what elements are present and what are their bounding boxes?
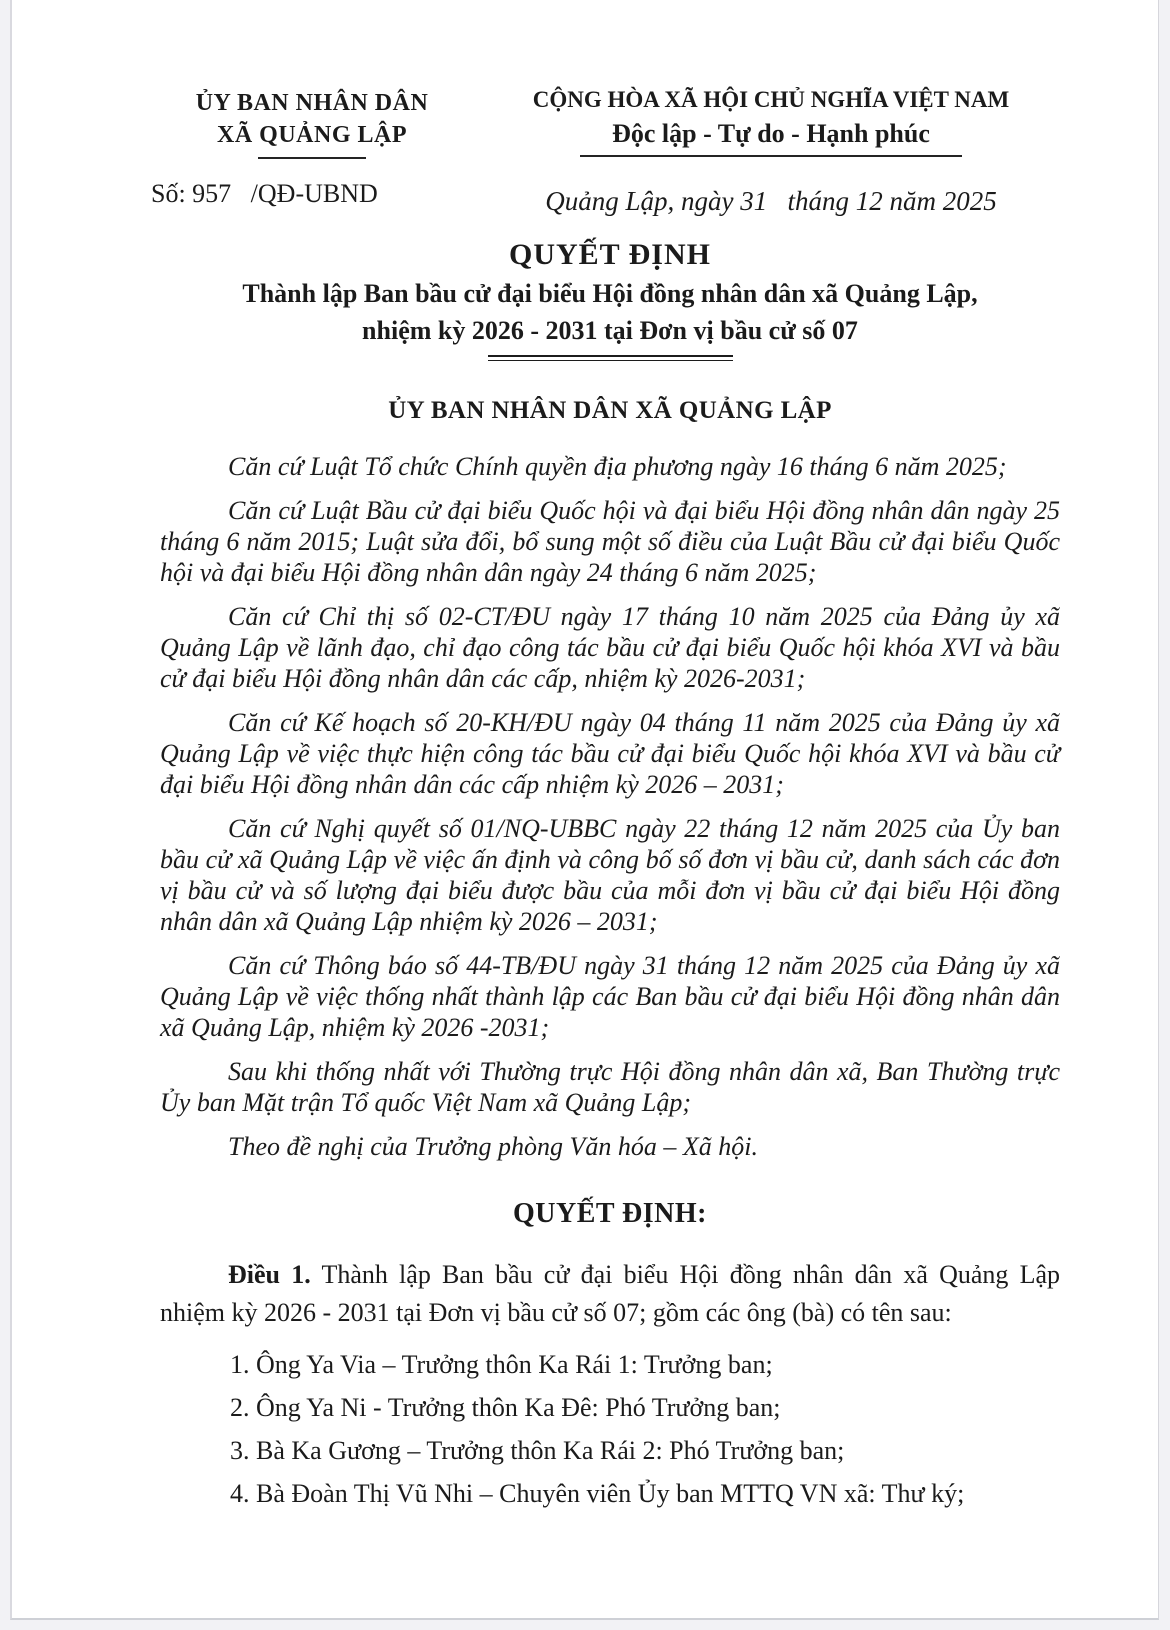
national-header-block [480, 84, 1062, 157]
member-list-item: 4. Bà Đoàn Thị Vũ Nhi – Chuyên viên Ủy ban MTTQ VN xã: Thư ký; [230, 1479, 965, 1508]
document-page [10, 0, 1159, 1620]
article-1-paragraph [160, 1256, 1060, 1332]
national-motto: Độc lập - Tự do - Hạnh phúc [612, 119, 930, 148]
issuing-agency-line2: XÃ QUẢNG LẬP [217, 122, 407, 148]
issuer-heading: ỦY BAN NHÂN DÂN XÃ QUẢNG LẬP [388, 397, 832, 424]
article-1-text: Thành lập Ban bầu cử đại biểu Hội đồng nhân dân xã Quảng Lập nhiệm kỳ 2026 - 2031 tại Đơn vị bầu cử số 07; gồm các ông (bà) có tên sau: [160, 1260, 1061, 1327]
national-motto-underline [580, 155, 962, 157]
issuing-agency-underline [258, 157, 366, 159]
member-list-item: 1. Ông Ya Via – Trưởng thôn Ka Rái 1: Trưởng ban; [230, 1350, 773, 1379]
document-body [160, 238, 1060, 1509]
place-and-date: Quảng Lập, ngày 31 tháng 12 năm 2025 [545, 186, 997, 216]
preamble-paragraph: Căn cứ Chỉ thị số 02-CT/ĐU ngày 17 tháng 10 năm 2025 của Đảng ủy xã Quảng Lập về lãnh đạo, chỉ đạo công tác bầu cử đại biểu Quốc hội khóa XVI và bầu cử đại biểu Hội đồng nhân dân các cấp, nhiệm kỳ 2026-2031; [160, 602, 1060, 693]
document-title [160, 275, 1060, 349]
title-divider [488, 355, 733, 361]
preamble-paragraph: Theo đề nghị của Trưởng phòng Văn hóa – Xã hội. [228, 1132, 758, 1161]
issuing-agency-block [132, 87, 492, 159]
article-1-label: Điều 1. [228, 1260, 311, 1289]
member-list-item: 3. Bà Ka Gương – Trưởng thôn Ka Rái 2: Phó Trưởng ban; [230, 1436, 845, 1465]
document-kind-heading: QUYẾT ĐỊNH [509, 238, 711, 271]
preamble-paragraph: Căn cứ Luật Bầu cử đại biểu Quốc hội và đại biểu Hội đồng nhân dân ngày 25 tháng 6 năm 2015; Luật sửa đổi, bổ sung một số điều của Luật Bầu cử đại biểu Quốc hội và đại biểu Hội đồng nhân dân ngày 24 tháng 6 năm 2025; [160, 496, 1060, 587]
preamble-paragraph: Sau khi thống nhất với Thường trực Hội đồng nhân dân xã, Ban Thường trực Ủy ban Mặt trận Tổ quốc Việt Nam xã Quảng Lập; [160, 1057, 1060, 1117]
decision-heading: QUYẾT ĐỊNH: [512, 1198, 707, 1229]
national-title: CỘNG HÒA XÃ HỘI CHỦ NGHĨA VIỆT NAM [532, 87, 1010, 112]
document-title-line1: Thành lập Ban bầu cử đại biểu Hội đồng nhân dân xã Quảng Lập, [242, 279, 978, 308]
document-number: Số: 957 /QĐ-UBND [151, 179, 378, 208]
member-list-item: 2. Ông Ya Ni - Trưởng thôn Ka Đê: Phó Trưởng ban; [230, 1393, 781, 1422]
issuing-agency-line1: ỦY BAN NHÂN DÂN [195, 90, 429, 116]
document-title-line2: nhiệm kỳ 2026 - 2031 tại Đơn vị bầu cử số 07 [362, 316, 858, 345]
preamble-paragraph: Căn cứ Kế hoạch số 20-KH/ĐU ngày 04 tháng 11 năm 2025 của Đảng ủy xã Quảng Lập về việc thực hiện công tác bầu cử đại biểu Quốc hội khóa XVI và bầu cử đại biểu Hội đồng nhân dân các cấp nhiệm kỳ 2026 – 2031; [160, 708, 1060, 799]
preamble-paragraph: Căn cứ Nghị quyết số 01/NQ-UBBC ngày 22 tháng 12 năm 2025 của Ủy ban bầu cử xã Quảng Lập về việc ấn định và công bố số đơn vị bầu cử, danh sách các đơn vị bầu cử và số lượng đại biểu được bầu của mỗi đơn vị bầu cử đại biểu Hội đồng nhân dân xã Quảng Lập nhiệm kỳ 2026 – 2031; [160, 814, 1060, 936]
preamble-paragraph: Căn cứ Thông báo số 44-TB/ĐU ngày 31 tháng 12 năm 2025 của Đảng ủy xã Quảng Lập về việc thống nhất thành lập các Ban bầu cử đại biểu Hội đồng nhân dân xã Quảng Lập, nhiệm kỳ 2026 -2031; [160, 951, 1060, 1042]
preamble-paragraph: Căn cứ Luật Tổ chức Chính quyền địa phương ngày 16 tháng 6 năm 2025; [228, 452, 1007, 481]
